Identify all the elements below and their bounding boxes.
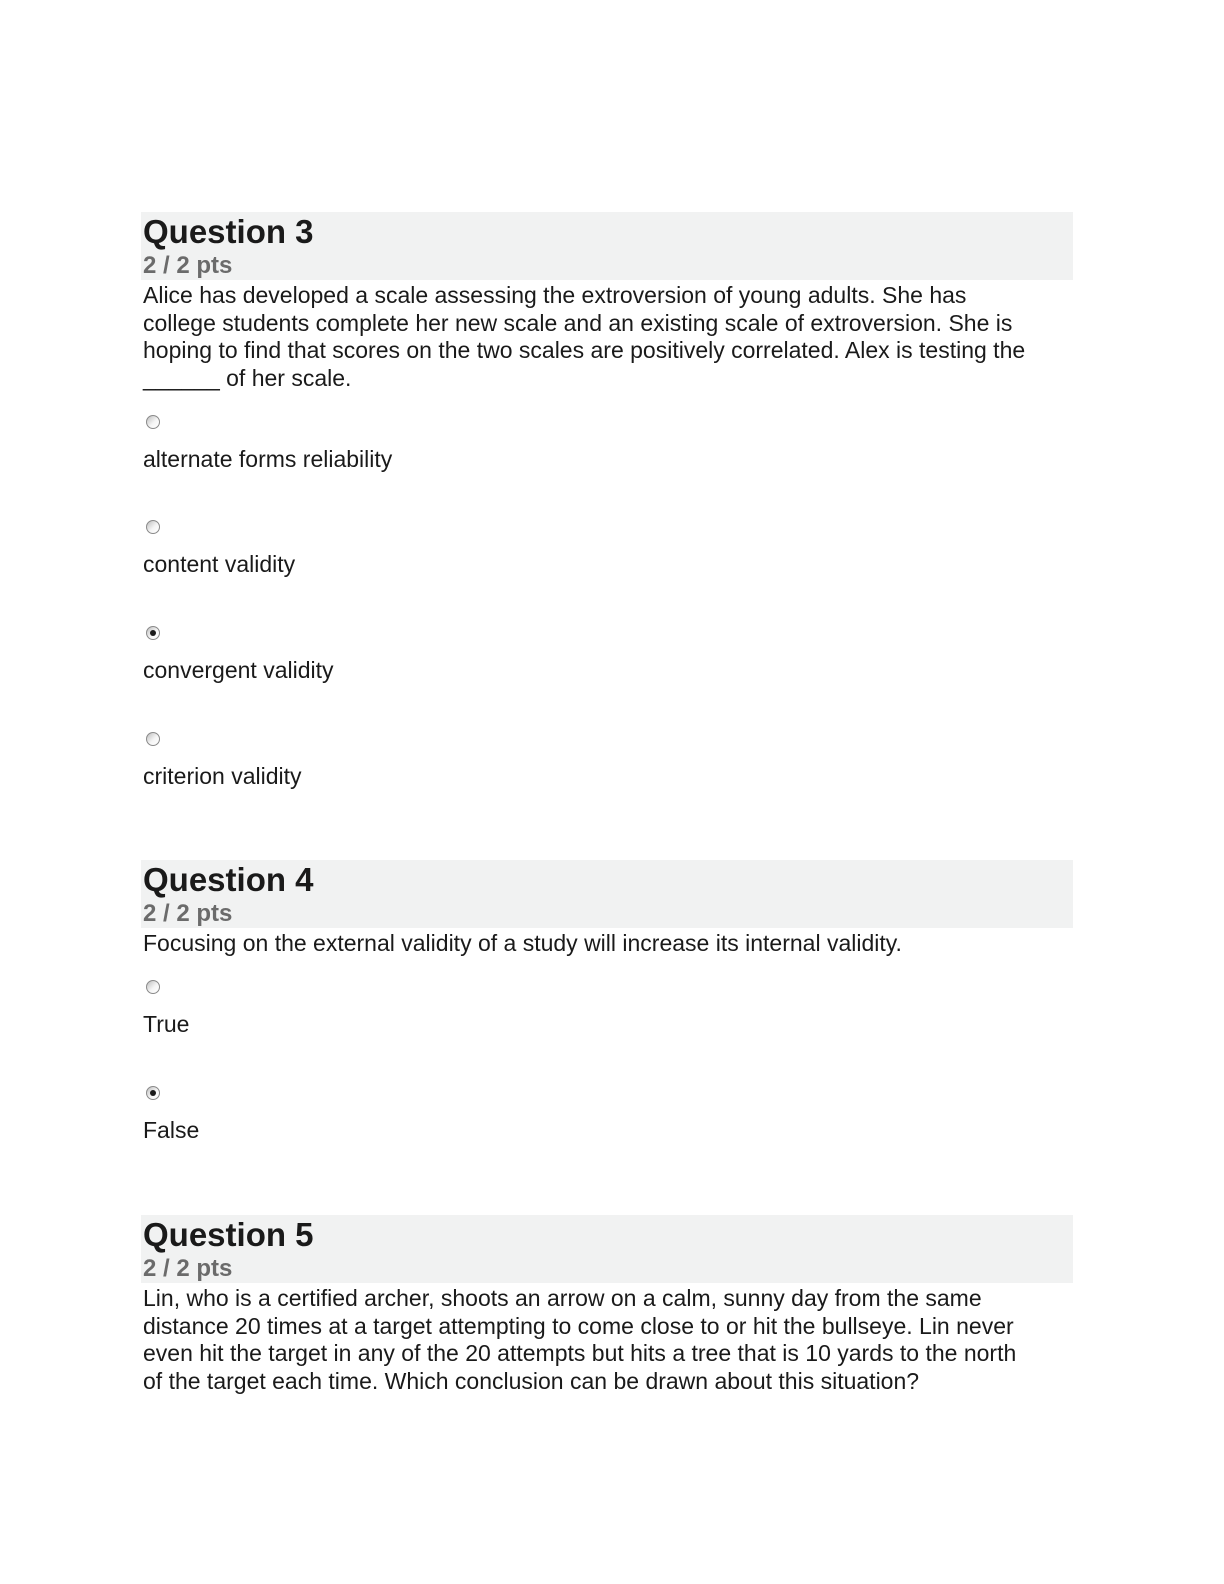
question-text	[143, 930, 1068, 958]
question-points: 2 / 2 pts	[143, 252, 233, 279]
question-text-line: distance 20 times at a target attempting to come close to or hit the bullseye. Lin never	[143, 1312, 1014, 1339]
question-5	[141, 1215, 1073, 1394]
question-text-line: ______ of her scale.	[143, 364, 352, 391]
radio-button-selected[interactable]	[146, 626, 160, 640]
answer-label[interactable]: alternate forms reliability	[143, 446, 393, 472]
answer-option[interactable]	[141, 732, 741, 802]
question-3	[141, 212, 1073, 789]
answer-option[interactable]	[141, 415, 741, 485]
question-text-line: college students complete her new scale and an existing scale of extroversion. She is	[143, 309, 1013, 336]
radio-button[interactable]	[146, 732, 160, 746]
question-text-line: Focusing on the external validity of a study will increase its internal validity.	[143, 930, 902, 956]
answer-option[interactable]	[141, 1086, 741, 1156]
question-4	[141, 860, 1073, 1143]
question-text	[143, 1285, 1068, 1395]
question-text-line: Lin, who is a certified archer, shoots an arrow on a calm, sunny day from the same	[143, 1285, 982, 1311]
question-title: Question 3	[143, 213, 314, 250]
answer-option[interactable]	[141, 980, 741, 1050]
question-text-line: Alice has developed a scale assessing the extroversion of young adults. She has	[143, 282, 967, 308]
question-header	[141, 860, 1073, 928]
question-text-line: even hit the target in any of the 20 attempts but hits a tree that is 10 yards to the north	[143, 1340, 1017, 1366]
question-points: 2 / 2 pts	[143, 900, 233, 927]
answer-label[interactable]: False	[143, 1117, 200, 1143]
radio-button[interactable]	[146, 980, 160, 994]
answer-option[interactable]	[141, 626, 741, 696]
question-header	[141, 212, 1073, 280]
question-title: Question 4	[143, 861, 314, 898]
question-header	[141, 1215, 1073, 1283]
answer-option[interactable]	[141, 520, 741, 590]
answer-label[interactable]: content validity	[143, 551, 296, 577]
question-text	[143, 282, 1068, 392]
radio-button[interactable]	[146, 415, 160, 429]
answer-label[interactable]: criterion validity	[143, 763, 302, 789]
answer-label[interactable]: convergent validity	[143, 657, 334, 683]
question-text-line: of the target each time. Which conclusion can be drawn about this situation?	[143, 1367, 920, 1394]
question-points: 2 / 2 pts	[143, 1255, 233, 1282]
question-text-line: hoping to find that scores on the two scales are positively correlated. Alex is testing the	[143, 337, 1026, 363]
radio-button-selected[interactable]	[146, 1086, 160, 1100]
answer-label[interactable]: True	[143, 1011, 190, 1037]
question-title: Question 5	[143, 1216, 314, 1253]
radio-button[interactable]	[146, 520, 160, 534]
